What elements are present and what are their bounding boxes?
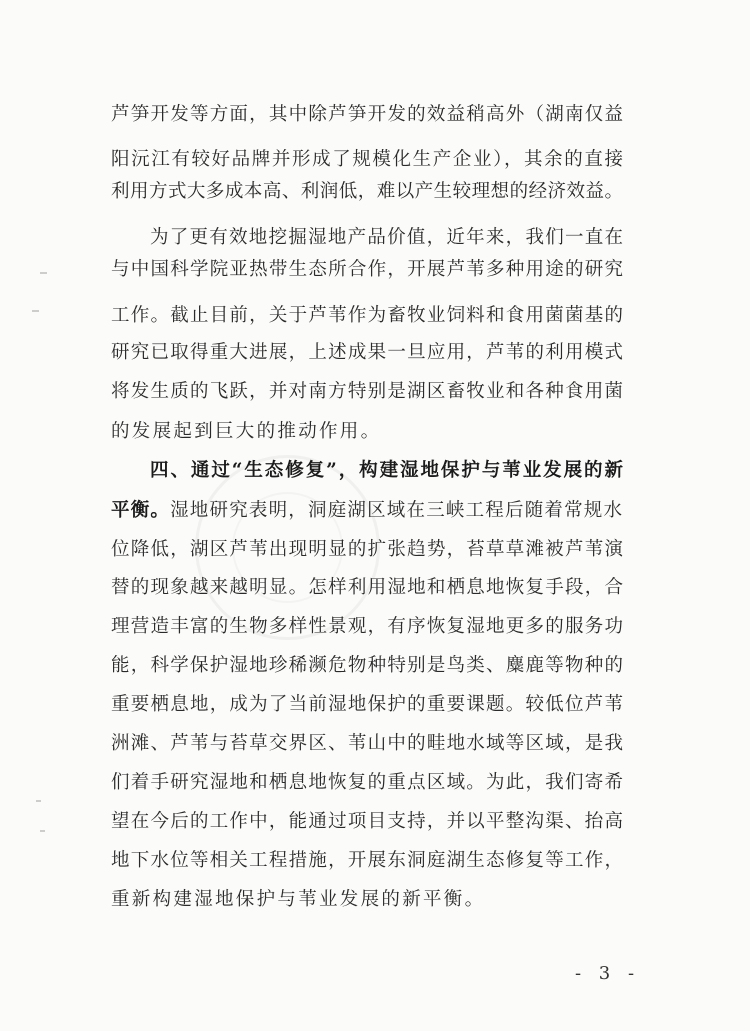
paragraph-line: 将发生质的飞跃，并对南方特别是湖区畜牧业和各种食用菌 — [111, 381, 623, 402]
page-number: - 3 - — [575, 963, 641, 984]
paragraph-line: 们着手研究湿地和栖息地恢复的重点区域。为此，我们寄希 — [111, 772, 623, 793]
paragraph-line: 替的现象越来越明显。怎样利用湿地和栖息地恢复手段，合 — [111, 577, 623, 598]
paragraph-line: 洲滩、芦苇与苔草交界区、苇山中的畦地水域等区域，是我 — [111, 733, 623, 754]
paragraph-line: 地下水位等相关工程措施，开展东洞庭湖生态修复等工作， — [111, 850, 623, 871]
paragraph-line: 的发展起到巨大的推动作用。 — [111, 421, 382, 442]
paragraph-line: 研究已取得重大进展，上述成果一旦应用，芦苇的利用模式 — [111, 342, 623, 363]
scan-speck — [40, 830, 45, 832]
paragraph-line: 与中国科学院亚热带生态所合作，开展芦苇多种用途的研究 — [111, 259, 623, 280]
paragraph-line: 位降低，湖区芦苇出现明显的扩张趋势，苔草草滩被芦苇演 — [111, 539, 623, 560]
paragraph-line: 为了更有效地挖掘湿地产品价值，近年来，我们一直在 — [150, 227, 623, 248]
scan-speck — [40, 272, 47, 274]
paragraph-line: 理营造丰富的生物多样性景观，有序恢复湿地更多的服务功 — [111, 616, 623, 637]
paragraph-line: 阳沅江有较好品牌并形成了规模化生产企业），其余的直接 — [111, 149, 623, 170]
paragraph-line: 工作。截止目前，关于芦苇作为畜牧业饲料和食用菌菌基的 — [111, 305, 623, 326]
section-heading-line — [111, 499, 623, 523]
paragraph-line: 望在今后的工作中，能通过项目支持，并以平整沟渠、抬高 — [111, 811, 623, 832]
paragraph-line: 重要栖息地，成为了当前湿地保护的重要课题。较低位芦苇 — [111, 694, 623, 715]
paragraph-line: 能，科学保护湿地珍稀濒危物种特别是鸟类、麋鹿等物种的 — [111, 655, 623, 676]
paragraph-text: 湿地研究表明，洞庭湖区域在三峡工程后随着常规水 — [170, 500, 624, 521]
paragraph-line: 重新构建湿地保护与苇业发展的新平衡。 — [111, 889, 486, 910]
section-heading: 四、通过“生态修复”，构建湿地保护与苇业发展的新 — [150, 460, 623, 481]
section-heading-end: 平衡。 — [111, 500, 171, 521]
scan-speck — [32, 310, 39, 312]
paragraph-line: 利用方式大多成本高、利润低，难以产生较理想的经济效益。 — [111, 181, 623, 202]
paragraph-line: 芦笋开发等方面，其中除芦笋开发的效益稍高外（湖南仅益 — [111, 104, 623, 125]
scan-speck — [36, 800, 41, 802]
